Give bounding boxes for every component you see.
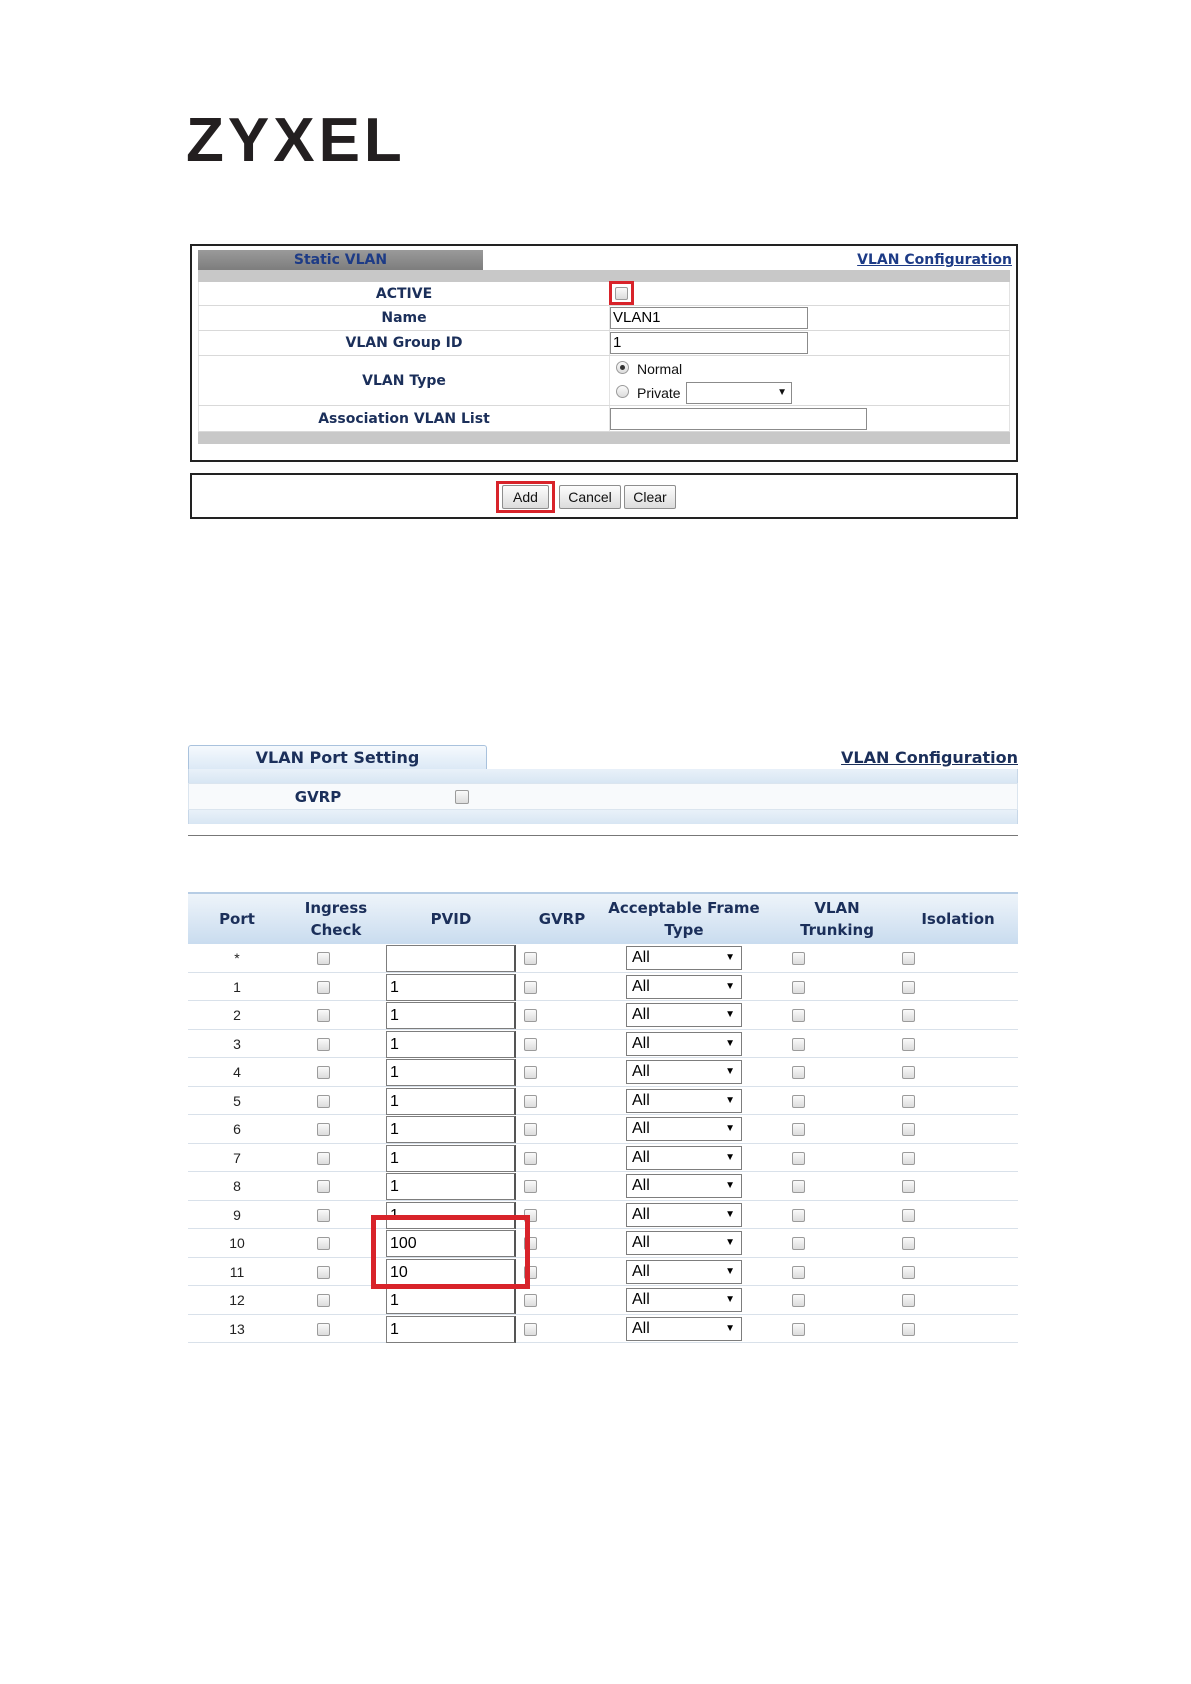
static-vlan-panel (190, 244, 1018, 462)
gvrp-port-checkbox[interactable] (524, 1294, 537, 1307)
gvrp-port-checkbox[interactable] (524, 1009, 537, 1022)
ingress-check-checkbox[interactable] (317, 1066, 330, 1079)
vlan-configuration-link[interactable]: VLAN Configuration (857, 252, 1012, 268)
frame-type-select[interactable] (626, 1060, 742, 1084)
port-setting-band-top (188, 769, 1018, 783)
isolation-checkbox[interactable] (902, 1294, 915, 1307)
table-row (188, 1087, 1018, 1116)
ingress-check-checkbox[interactable] (317, 1180, 330, 1193)
table-row (188, 1172, 1018, 1201)
isolation-checkbox[interactable] (902, 1266, 915, 1279)
pvid-input[interactable]: 1 (386, 1059, 516, 1086)
port-number: 7 (233, 1149, 241, 1166)
chevron-down-icon: ▼ (725, 952, 735, 963)
port-number: 3 (233, 1035, 241, 1052)
association-input[interactable] (610, 408, 867, 430)
frame-type-value: All (632, 1291, 650, 1308)
pvid-input[interactable]: 1 (386, 1202, 516, 1229)
button-bar (190, 473, 1018, 519)
table-row (188, 1315, 1018, 1344)
frame-type-select[interactable] (626, 1317, 742, 1341)
frame-type-value: All (632, 1319, 650, 1337)
table-row (188, 1058, 1018, 1087)
chevron-down-icon: ▼ (725, 1294, 735, 1305)
vlan-trunking-checkbox[interactable] (792, 981, 805, 994)
chevron-down-icon: ▼ (725, 1009, 735, 1020)
frame-type-value: All (632, 1091, 650, 1109)
frame-type-value: All (632, 1205, 650, 1223)
table-row (188, 973, 1018, 1002)
isolation-checkbox[interactable] (902, 1123, 915, 1136)
table-row (188, 1229, 1018, 1258)
frame-type-select[interactable] (626, 1288, 742, 1312)
group-id-input[interactable]: 1 (610, 332, 808, 354)
header-ingress-line1: Ingress (304, 899, 368, 917)
isolation-checkbox[interactable] (902, 1066, 915, 1079)
header-isolation: Isolation (921, 910, 995, 928)
frame-type-value: All (632, 1034, 650, 1052)
ingress-check-checkbox[interactable] (317, 1038, 330, 1051)
isolation-checkbox[interactable] (902, 1152, 915, 1165)
association-row (198, 406, 1010, 432)
isolation-checkbox[interactable] (902, 952, 915, 965)
vlan-trunking-checkbox[interactable] (792, 1294, 805, 1307)
gvrp-port-checkbox[interactable] (524, 1066, 537, 1079)
vlan-port-setting-tab[interactable]: VLAN Port Setting (188, 745, 487, 769)
isolation-checkbox[interactable] (902, 1180, 915, 1193)
port-vlan-configuration-link[interactable]: VLAN Configuration (841, 748, 1018, 767)
frame-type-select[interactable] (626, 975, 742, 999)
chevron-down-icon: ▼ (725, 1037, 735, 1049)
cancel-button[interactable]: Cancel (559, 485, 621, 509)
chevron-down-icon: ▼ (725, 980, 735, 992)
pvid-input[interactable]: 100 (386, 1230, 516, 1257)
static-vlan-tab[interactable]: Static VLAN (198, 250, 483, 270)
group-id-label: VLAN Group ID (345, 335, 463, 351)
table-row (188, 1001, 1018, 1030)
gvrp-label: GVRP (294, 787, 342, 806)
table-row (188, 1115, 1018, 1144)
normal-radio[interactable] (616, 361, 629, 374)
ingress-check-checkbox[interactable] (317, 1009, 330, 1022)
active-label: ACTIVE (375, 285, 433, 302)
normal-label: Normal (637, 361, 683, 377)
port-number: 13 (229, 1320, 245, 1337)
gvrp-port-checkbox[interactable] (524, 1038, 537, 1051)
table-row (188, 944, 1018, 973)
name-label: Name (381, 310, 427, 326)
pvid-input[interactable]: 1 (386, 1116, 516, 1143)
frame-type-select[interactable] (626, 1231, 742, 1255)
table-row (188, 1030, 1018, 1059)
isolation-checkbox[interactable] (902, 1323, 915, 1336)
chevron-down-icon: ▼ (725, 1208, 735, 1220)
isolation-checkbox[interactable] (902, 1209, 915, 1222)
pvid-input[interactable] (386, 945, 516, 972)
chevron-down-icon: ▼ (725, 1094, 735, 1106)
ingress-check-checkbox[interactable] (317, 1123, 330, 1136)
ingress-check-checkbox[interactable] (317, 1266, 330, 1279)
port-number: 12 (229, 1292, 245, 1308)
frame-type-value: All (632, 1177, 650, 1194)
gvrp-port-checkbox[interactable] (524, 1152, 537, 1165)
ingress-check-checkbox[interactable] (317, 981, 330, 994)
ingress-check-checkbox[interactable] (317, 1323, 330, 1336)
add-button[interactable]: Add (502, 485, 549, 509)
gvrp-row (188, 783, 1018, 810)
vlan-type-row (198, 356, 1010, 406)
pvid-highlight (371, 1215, 530, 1289)
chevron-down-icon: ▼ (725, 1123, 735, 1134)
chevron-down-icon: ▼ (725, 1066, 735, 1077)
pvid-input[interactable]: 1 (386, 1145, 516, 1172)
port-number: 5 (233, 1092, 241, 1109)
port-number: 8 (233, 1178, 241, 1194)
frame-type-value: All (632, 1006, 650, 1023)
vlan-trunking-checkbox[interactable] (792, 1009, 805, 1022)
gvrp-port-checkbox[interactable] (524, 1123, 537, 1136)
frame-type-select[interactable] (626, 1089, 742, 1113)
port-number: 4 (233, 1064, 241, 1080)
chevron-down-icon: ▼ (777, 387, 787, 398)
header-ingress (286, 894, 386, 944)
vlan-trunking-checkbox[interactable] (792, 1066, 805, 1079)
port-number: 11 (229, 1263, 245, 1280)
frame-type-value: All (632, 1120, 650, 1137)
frame-type-value: All (632, 1063, 650, 1080)
table-row (188, 1258, 1018, 1287)
vlan-trunking-checkbox[interactable] (792, 1038, 805, 1051)
frame-type-value: All (632, 949, 650, 966)
isolation-checkbox[interactable] (902, 1038, 915, 1051)
chevron-down-icon: ▼ (725, 1265, 735, 1277)
pvid-input[interactable]: 1 (386, 1287, 516, 1314)
ingress-check-checkbox[interactable] (317, 952, 330, 965)
isolation-checkbox[interactable] (902, 1009, 915, 1022)
footer-band (198, 432, 1010, 444)
header-pvid: PVID (430, 910, 472, 928)
frame-type-select[interactable] (626, 1032, 742, 1056)
vlan-trunking-checkbox[interactable] (792, 1266, 805, 1279)
gvrp-port-checkbox[interactable] (524, 1323, 537, 1336)
frame-type-value: All (632, 1148, 650, 1166)
frame-type-value: All (632, 1234, 650, 1251)
vlan-trunking-checkbox[interactable] (792, 1152, 805, 1165)
pvid-input[interactable]: 10 (386, 1259, 516, 1286)
pvid-input[interactable]: 1 (386, 1316, 516, 1343)
chevron-down-icon: ▼ (725, 1322, 735, 1334)
ingress-check-checkbox[interactable] (317, 1237, 330, 1250)
frame-type-select[interactable] (626, 946, 742, 970)
ingress-check-checkbox[interactable] (317, 1152, 330, 1165)
pvid-input[interactable]: 1 (386, 1031, 516, 1058)
port-number: 10 (229, 1235, 245, 1251)
table-row (188, 1286, 1018, 1315)
port-number: 6 (233, 1121, 241, 1137)
chevron-down-icon: ▼ (725, 1237, 735, 1248)
table-row (188, 1201, 1018, 1230)
ingress-check-checkbox[interactable] (317, 1095, 330, 1108)
vlan-trunking-checkbox[interactable] (792, 952, 805, 965)
header-frame-type: Acceptable Frame Type (608, 899, 760, 939)
ingress-check-checkbox[interactable] (317, 1294, 330, 1307)
gvrp-port-checkbox[interactable] (524, 981, 537, 994)
frame-type-select[interactable] (626, 1146, 742, 1170)
name-row (198, 306, 1010, 331)
zyxel-logo: ZYXEL (186, 106, 406, 175)
frame-type-select[interactable] (626, 1003, 742, 1027)
association-label: Association VLAN List (318, 410, 490, 427)
port-number: 1 (233, 978, 241, 995)
divider (188, 835, 1018, 836)
vlan-trunking-checkbox[interactable] (792, 1237, 805, 1250)
pvid-input[interactable]: 1 (386, 1002, 516, 1029)
gvrp-checkbox[interactable] (455, 790, 469, 804)
chevron-down-icon: ▼ (725, 1151, 735, 1163)
header-port: Port (219, 910, 255, 928)
clear-button[interactable]: Clear (624, 485, 676, 509)
frame-type-select[interactable] (626, 1174, 742, 1198)
pvid-input[interactable]: 1 (386, 974, 516, 1001)
gvrp-port-checkbox[interactable] (524, 1180, 537, 1193)
isolation-checkbox[interactable] (902, 981, 915, 994)
frame-type-value: All (632, 977, 650, 995)
frame-type-select[interactable] (626, 1203, 742, 1227)
add-highlight (496, 481, 555, 513)
table-row (188, 1144, 1018, 1173)
name-input[interactable]: VLAN1 (610, 307, 808, 329)
frame-type-select[interactable] (626, 1117, 742, 1141)
port-number: 9 (233, 1206, 241, 1223)
port-setting-band-bottom (188, 810, 1018, 824)
frame-type-select[interactable] (626, 1260, 742, 1284)
header-trunking: VLAN Trunking (800, 899, 874, 939)
vlan-type-label: VLAN Type (362, 372, 446, 389)
group-id-row (198, 331, 1010, 356)
vlan-trunking-checkbox[interactable] (792, 1095, 805, 1108)
gvrp-port-checkbox[interactable] (524, 952, 537, 965)
header-band (198, 270, 1010, 282)
vlan-trunking-checkbox[interactable] (792, 1123, 805, 1136)
active-highlight (609, 281, 634, 305)
private-label: Private (637, 385, 681, 401)
ingress-check-checkbox[interactable] (317, 1209, 330, 1222)
isolation-checkbox[interactable] (902, 1095, 915, 1108)
gvrp-port-checkbox[interactable] (524, 1095, 537, 1108)
pvid-input[interactable]: 1 (386, 1088, 516, 1115)
private-select[interactable] (686, 382, 792, 404)
header-gvrp: GVRP (538, 910, 586, 928)
port-number: * (234, 950, 240, 966)
active-row (198, 282, 1010, 306)
vlan-trunking-checkbox[interactable] (792, 1323, 805, 1336)
chevron-down-icon: ▼ (725, 1180, 735, 1191)
port-number: 2 (233, 1007, 241, 1023)
private-radio[interactable] (616, 385, 629, 398)
pvid-input[interactable]: 1 (386, 1173, 516, 1200)
port-table-header (188, 892, 1018, 944)
isolation-checkbox[interactable] (902, 1237, 915, 1250)
header-ingress-line2: Check (310, 921, 362, 939)
frame-type-value: All (632, 1262, 650, 1280)
vlan-trunking-checkbox[interactable] (792, 1209, 805, 1222)
vlan-trunking-checkbox[interactable] (792, 1180, 805, 1193)
